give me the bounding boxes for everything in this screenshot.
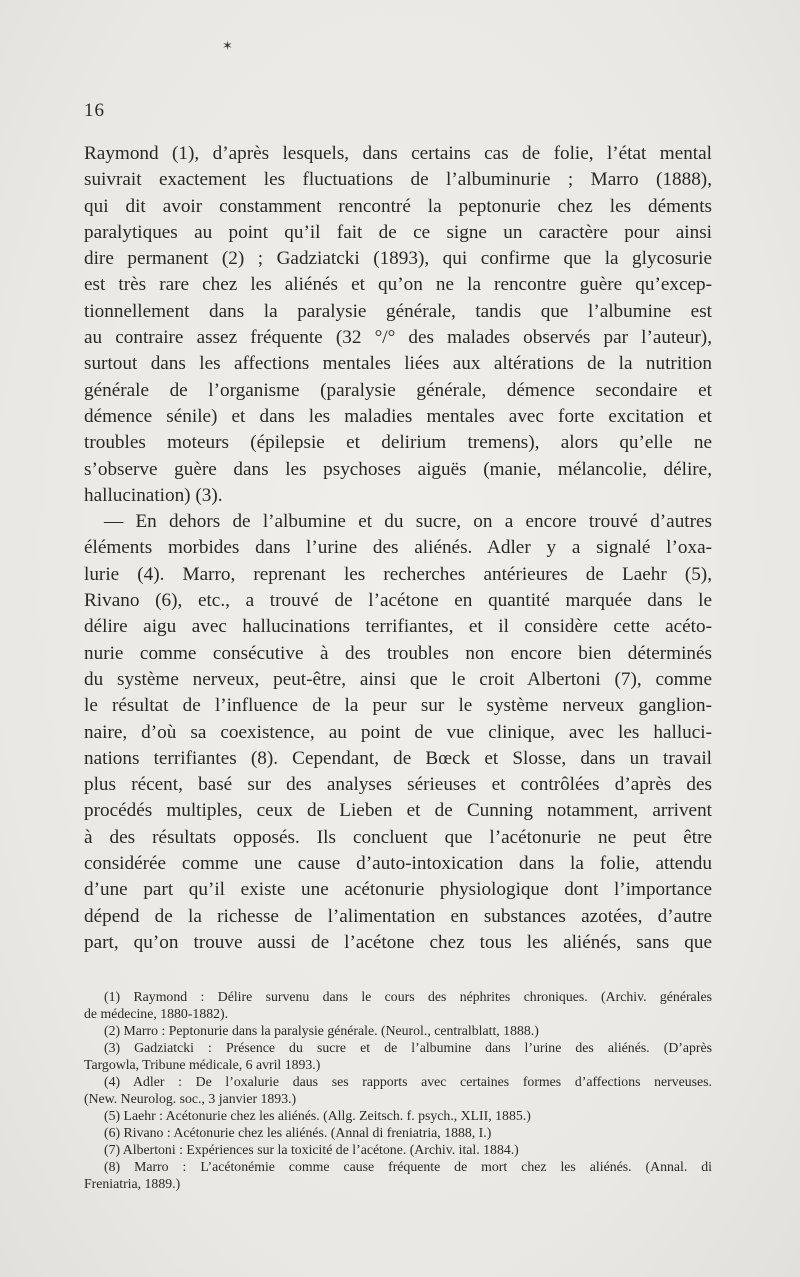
body-line: est très rare chez les aliénés et qu’on ne la rencontre guère qu’excep- [84,274,712,296]
footnotes [84,988,712,1192]
body-line: éléments morbides dans l’urine des aliénés. Adler y a signalé l’oxa- [84,537,712,559]
body-line: du système nerveux, peut-être, ainsi que le croit Albertoni (7), comme [84,668,712,690]
body-line: Rivano (6), etc., a trouvé de l’acétone en quantité marquée dans le [84,590,712,612]
body-line: tionnellement dans la paralysie générale, tandis que l’albumine est [84,300,712,322]
body-line: s’observe guère dans les psychoses aiguës (manie, mélancolie, délire, [84,458,712,480]
page-number: 16 [84,100,105,121]
footnote-line: Freniatria, 1889.) [84,1176,181,1191]
footnote-line: (2) Marro : Peptonurie dans la paralysie générale. (Neurol., centralblatt, 1888.) [104,1023,539,1038]
body-line: hallucination) (3). [84,484,223,506]
footnote-line: Targowla, Tribune médicale, 6 avril 1893.) [84,1057,321,1072]
footnote-line: (3) Gadziatcki : Présence du sucre et de l’albumine dans l’urine des aliénés. (D’après [104,1040,712,1055]
body-text [84,141,712,956]
body-line: à des résultats opposés. Ils concluent que l’acétonurie ne peut être [84,826,712,848]
footnote-line: de médecine, 1880-1882). [84,1006,229,1021]
footnote-line: (4) Adler : De l’oxalurie daus ses rapports avec certaines formes d’affections nerveuses. [104,1074,712,1089]
body-line: — En dehors de l’albumine et du sucre, on a encore trouvé d’autres [104,511,712,533]
body-line: part, qu’on trouve aussi de l’acétone chez tous les aliénés, sans que [84,931,712,953]
body-line: d’une part qu’il existe une acétonurie physiologique dont l’importance [84,879,712,901]
body-line: considérée comme une cause d’auto-intoxication dans la folie, attendu [84,853,712,875]
footnote-line: (New. Neurolog. soc., 3 janvier 1893.) [84,1091,297,1106]
body-line: paralytiques au point qu’il fait de ce signe un caractère pour ainsi [84,221,712,243]
body-line: procédés multiples, ceux de Lieben et de Cunning notamment, arrivent [84,800,712,822]
footnote-line: (1) Raymond : Délire survenu dans le cours des néphrites chroniques. (Archiv. générales [104,989,712,1004]
body-line: délire aigu avec hallucinations terrifiantes, et il considère cette acéto- [84,616,712,638]
body-line: Raymond (1), d’après lesquels, dans certains cas de folie, l’état mental [84,143,712,164]
body-line: le résultat de l’influence de la peur sur le système nerveux ganglion- [84,695,712,717]
body-line: plus récent, basé sur des analyses sérieuses et contrôlées d’après des [84,774,712,796]
body-line: générale de l’organisme (paralysie générale, démence secondaire et [84,379,712,401]
body-line: au contraire assez fréquente (32 °/° des malades observés par l’auteur), [84,327,712,349]
body-line: suivrait exactement les fluctuations de l’albuminurie ; Marro (1888), [84,169,712,191]
footnote-line: (5) Laehr : Acétonurie chez les aliénés. (Allg. Zeitsch. f. psych., XLII, 1885.) [104,1108,531,1123]
body-line: nations terrifiantes (8). Cependant, de Bœck et Slosse, dans un travail [84,747,712,769]
body-line: nurie comme consécutive à des troubles non encore bien déterminés [84,642,712,664]
body-line: démence sénile) et dans les maladies mentales avec forte excitation et [84,405,712,427]
footnote-line: (8) Marro : L’acétonémie comme cause fréquente de mort chez les aliénés. (Annal. di [104,1159,712,1174]
printer-mark: ✶ [222,38,233,53]
body-line: qui dit avoir constamment rencontré la peptonurie chez les déments [84,195,712,217]
body-line: troubles moteurs (épilepsie et delirium tremens), alors qu’elle ne [84,432,712,454]
footnote-line: (6) Rivano : Acétonurie chez les aliénés. (Annal di freniatria, 1888, I.) [104,1125,492,1140]
body-line: dépend de la richesse de l’alimentation en substances azotées, d’autre [84,905,712,927]
body-line: dire permanent (2) ; Gadziatcki (1893), qui confirme que la glycosurie [84,248,712,270]
body-line: surtout dans les affections mentales liées aux altérations de la nutrition [84,353,712,375]
footnote-line: (7) Albertoni : Expériences sur la toxicité de l’acétone. (Archiv. ital. 1884.) [104,1142,519,1157]
body-line: lurie (4). Marro, reprenant les recherches antérieures de Laehr (5), [84,563,712,585]
body-line: naire, d’où sa coexistence, au point de vue clinique, avec les halluci- [84,721,712,743]
